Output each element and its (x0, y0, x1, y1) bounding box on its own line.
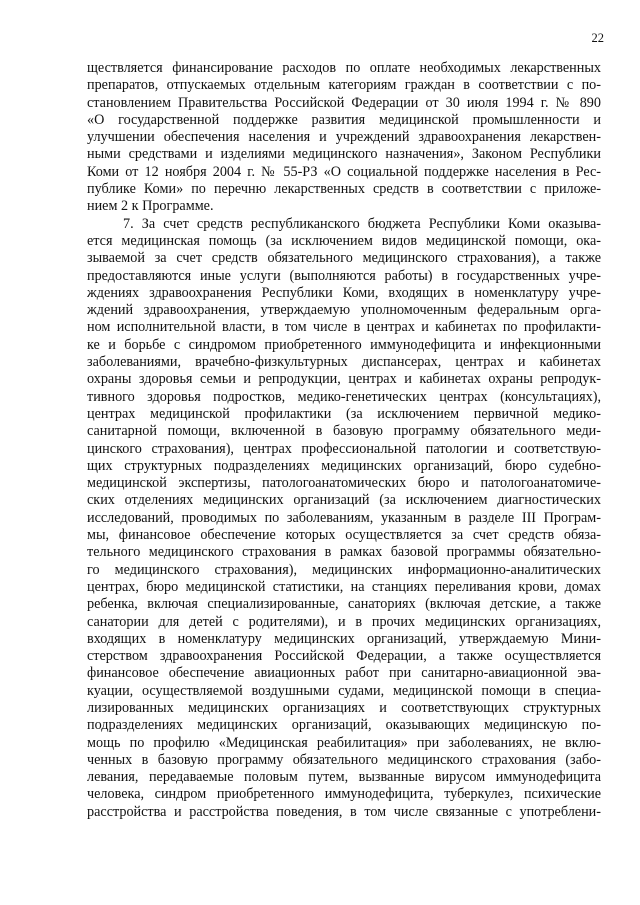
text-line: медицинской экспертизы, патологоанатомических бюро и патологоанатомиче- (87, 475, 601, 492)
paragraph-continuation (87, 60, 601, 216)
text-line: мощь по профилю «Медицинская реабилитация» при заболеваниях, не вклю- (87, 734, 601, 751)
text-line: щих структурных подразделениях медицинских организаций, бюро судебно- (87, 457, 601, 474)
text-line: расстройства и расстройства поведения, в том числе связанные с употреблени- (87, 803, 601, 820)
paragraph-item-7 (87, 216, 601, 821)
text-line: заболеваниями, врачебно-физкультурных диспансерах, центрах и кабинетах (87, 354, 601, 371)
text-line: ждениях здравоохранения Республики Коми, входящих в номенклатуру учре- (87, 284, 601, 301)
text-line: тельного медицинского страхования в рамках базовой программы обязательно- (87, 544, 601, 561)
text-line: ждений здравоохранения, утверждаемую уполномоченным федеральным орга- (87, 302, 601, 319)
text-line: куации, осуществляемой воздушными судами, медицинской помощи в специа- (87, 682, 601, 699)
text-line: Коми от 12 ноября 2004 г. № 55-РЗ «О социальной поддержке населения в Рес- (87, 163, 601, 180)
text-line: ке и борьбе с синдромом приобретенного иммунодефицита и инфекционными (87, 336, 601, 353)
text-line: становлением Правительства Российской Федерации от 30 июля 1994 г. № 890 (87, 94, 601, 111)
text-line: исследований, проводимых по заболеваниям, указанным в разделе III Програм- (87, 509, 601, 526)
text-line: центрах, бюро медицинской статистики, на станциях переливания крови, домах (87, 578, 601, 595)
text-line: ется медицинская помощь (за исключением видов медицинской помощи, ока- (87, 232, 601, 249)
text-line: препаратов, отпускаемых отдельным категориям граждан в соответствии с по- (87, 77, 601, 94)
text-line: санитарной помощи, включенной в базовую программу обязательного меди- (87, 423, 601, 440)
text-line: ном исполнительной власти, в том числе в центрах и кабинетах по профилакти- (87, 319, 601, 336)
text-line: стерством здравоохранения Российской Федерации, а также осуществляется (87, 648, 601, 665)
text-line: ских отделениях медицинских организаций (за исключением диагностических (87, 492, 601, 509)
text-line: тивного здоровья подростков, медико-генетических центрах (консультациях), (87, 388, 601, 405)
text-line: лизированных медицинских организациях и соответствующих структурных (87, 699, 601, 716)
text-line: подразделениях медицинских организаций, оказывающих медицинскую по- (87, 717, 601, 734)
text-line: предоставляются иные услуги (выполняются работы) в государственных учре- (87, 267, 601, 284)
text-line: улучшении обеспечения населения и учреждений здравоохранения лекарствен- (87, 129, 601, 146)
text-line: 7. За счет средств республиканского бюджета Республики Коми оказыва- (123, 215, 601, 232)
text-line: санатории для детей с родителями), и в прочих медицинских организациях, (87, 613, 601, 630)
text-line: ченных в базовую программу обязательного медицинского страхования (забо- (87, 751, 601, 768)
text-line: ными средствами и изделиями медицинского назначения», Законом Республики (87, 146, 601, 163)
page-number: 22 (591, 31, 604, 45)
text-line: публике Коми» по перечню лекарственных средств в соответствии с приложе- (87, 181, 601, 198)
text-line: левания, передаваемые половым путем, вызванные вирусом иммунодефицита (87, 769, 601, 786)
text-line: входящих в номенклатуру медицинских организаций, утверждаемую Мини- (87, 630, 601, 647)
text-line: «О государственной поддержке развития медицинской промышленности и (87, 111, 601, 128)
text-line: мы, финансовое обеспечение которых осуществляется за счет средств обяза- (87, 527, 601, 544)
text-line: нием 2 к Программе. (87, 198, 214, 215)
text-line: го медицинского страхования), медицинских информационно-аналитических (87, 561, 601, 578)
text-line: центрах медицинской профилактики (за исключением первичной медико- (87, 405, 601, 422)
text-line: человека, синдром приобретенного иммунодефицита, туберкулез, психические (87, 786, 601, 803)
text-line: финансовое обеспечение авиационных работ при санитарно-авиационной эва- (87, 665, 601, 682)
text-line: охраны здоровья семьи и репродукции, центрах и кабинетах охраны репродук- (87, 371, 601, 388)
body-text (87, 60, 601, 821)
text-line: ребенка, включая специализированные, санаториях (включая детские, а также (87, 596, 601, 613)
text-line: зываемой за счет средств обязательного медицинского страхования), а также (87, 250, 601, 267)
text-line: ществляется финансирование расходов по оплате необходимых лекарственных (87, 60, 601, 76)
text-line: цинского страхования), центрах профессиональной патологии и соответствую- (87, 440, 601, 457)
